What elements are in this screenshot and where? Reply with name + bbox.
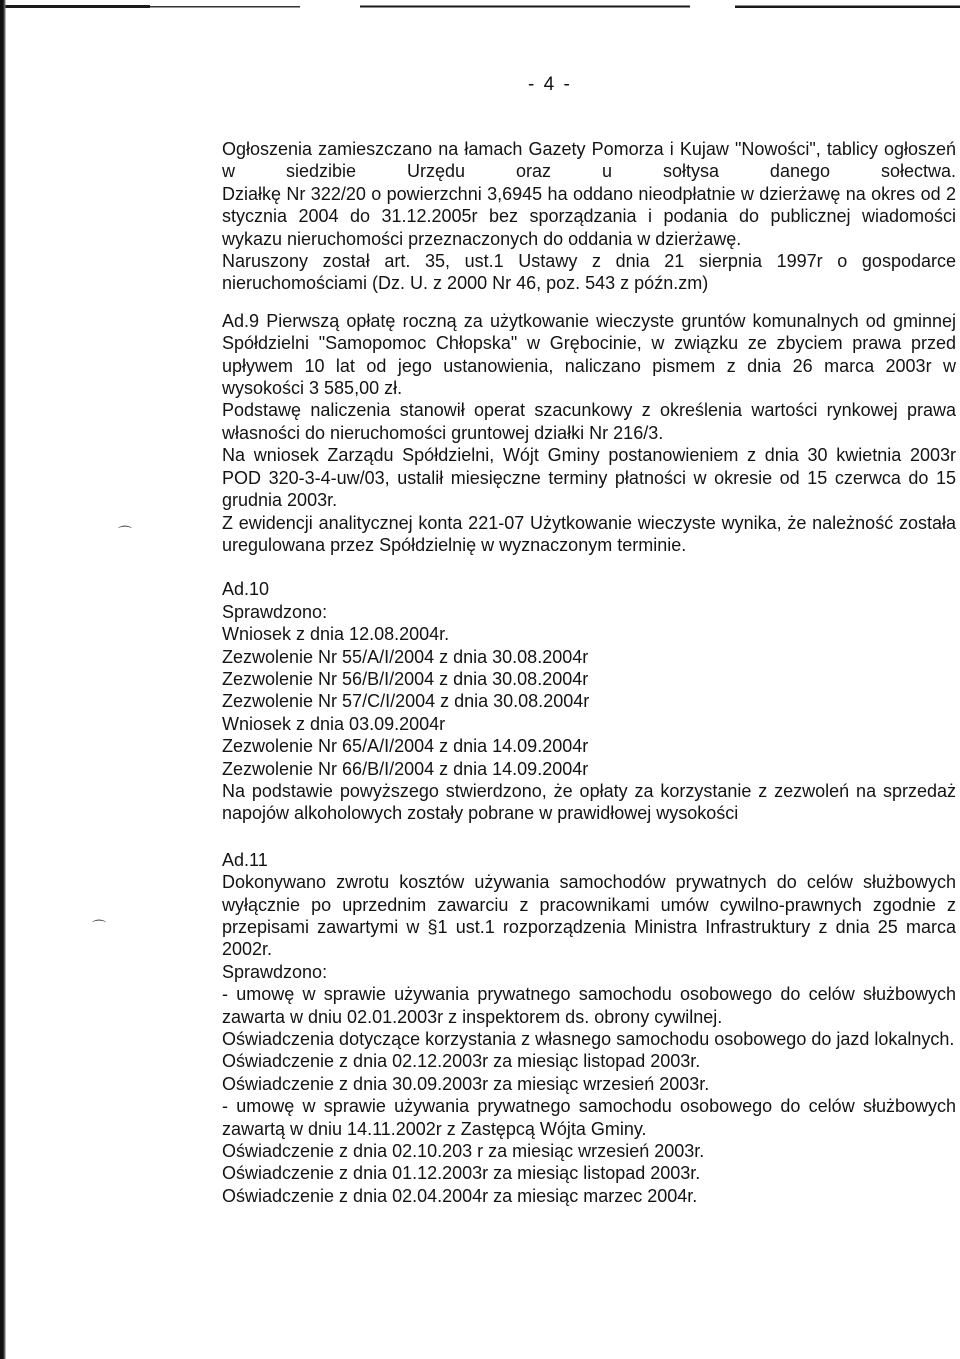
paragraph: Sprawdzono: (222, 601, 328, 622)
section-announcements (222, 138, 956, 295)
margin-mark: ⌒ (92, 919, 106, 935)
list-item: Zezwolenie Nr 66/B/I/2004 z dnia 14.09.2004r (222, 758, 589, 779)
section-heading: Ad.10 (222, 579, 270, 600)
paragraph: Sprawdzono: (222, 961, 328, 982)
paragraph: Z ewidencji analitycznej konta 221-07 Użytkowanie wieczyste wynika, że należność została uregulowana przez Spółdzielnię w wyznaczonym terminie. (222, 512, 956, 555)
paragraph: Działkę Nr 322/20 o powierzchni 3,6945 ha oddano nieodpłatnie w dzierżawę na okres od 2 stycznia 2004 do 31.12.2005r bez sporządzania i podania do publicznej wiadomości wykazu nieruchomości przeznaczonych do oddania w dzierżawę. (222, 183, 956, 249)
scan-edge-left (0, 0, 6, 1359)
section-heading: Ad.11 (222, 849, 268, 870)
paragraph: - umowę w sprawie używania prywatnego samochodu osobowego do celów służbowych zawartą w dniu 14.11.2002r z Zastępcą Wójta Gminy. (222, 1096, 956, 1139)
paragraph: Ad.9 Pierwszą opłatę roczną za użytkowanie wieczyste gruntów komunalnych od gminnej Spółdzielni "Samopomoc Chłopska" w Grębocinie, w związku ze zbyciem prawa przed upływem 10 lat od jego ustanowienia, naliczano pismem z dnia 26 marca 2003r w wysokości 3 585,00 zł. (222, 310, 956, 399)
section-ad-11 (222, 849, 956, 1208)
list-item: Wniosek z dnia 12.08.2004r. (222, 624, 450, 645)
page-number: - 4 - (528, 74, 572, 95)
list-item: Oświadczenie z dnia 02.12.2003r za miesiąc listopad 2003r. (222, 1051, 701, 1072)
list-item: Zezwolenie Nr 55/A/I/2004 z dnia 30.08.2004r (222, 646, 589, 667)
section-ad-9 (222, 310, 956, 556)
paragraph: Ogłoszenia zamieszczano na łamach Gazety Pomorza i Kujaw "Nowości", tablicy ogłoszeń w siedzibie Urzędu oraz u sołtysa danego sołectwa. (222, 139, 956, 182)
list-item: Zezwolenie Nr 57/C/I/2004 z dnia 30.08.2004r (222, 691, 590, 712)
paragraph: - umowę w sprawie używania prywatnego samochodu osobowego do celów służbowych zawarta w dniu 02.01.2003r z inspektorem ds. obrony cywilnej. (222, 984, 956, 1027)
paragraph: Na wniosek Zarządu Spółdzielni, Wójt Gminy postanowieniem z dnia 30 kwietnia 2003r POD 320-3-4-uw/03, ustalił miesięczne terminy płatności w okresie od 15 czerwca do 15 grudnia 2003r. (222, 445, 956, 511)
list-item: Zezwolenie Nr 65/A/I/2004 z dnia 14.09.2004r (222, 736, 589, 757)
list-item: Oświadczenie z dnia 01.12.2003r za miesiąc listopad 2003r. (222, 1163, 701, 1184)
paragraph: Naruszony został art. 35, ust.1 Ustawy z dnia 21 sierpnia 1997r o gospodarce nieruchomościami (Dz. U. z 2000 Nr 46, poz. 543 z późn.zm) (222, 251, 956, 294)
section-ad-10 (222, 578, 956, 824)
list-item: Oświadczenie z dnia 02.10.203 r za miesiąc wrzesień 2003r. (222, 1141, 705, 1162)
scan-edge-top (0, 4, 960, 10)
list-item: Oświadczenie z dnia 02.04.2004r za miesiąc marzec 2004r. (222, 1185, 698, 1206)
paragraph: Na podstawie powyższego stwierdzono, że opłaty za korzystanie z zezwoleń na sprzedaż napojów alkoholowych zostały pobrane w prawidłowej wysokości (222, 780, 956, 824)
paragraph: Dokonywano zwrotu kosztów używania samochodów prywatnych do celów służbowych wyłącznie po uprzednim zawarciu z pracownikami umów cywilno-prawnych zgodnie z przepisami zawartymi w §1 ust.1 rozporządzenia Ministra Infrastruktury z dnia 25 marca 2002r. (222, 872, 956, 960)
list-item: Zezwolenie Nr 56/B/I/2004 z dnia 30.08.2004r (222, 668, 589, 689)
list-item: Wniosek z dnia 03.09.2004r (222, 713, 446, 734)
document-body (222, 138, 956, 1207)
paragraph: Oświadczenia dotyczące korzystania z własnego samochodu osobowego do jazd lokalnych. (222, 1029, 955, 1050)
margin-mark: ⌒ (118, 525, 132, 541)
list-item: Oświadczenie z dnia 30.09.2003r za miesiąc wrzesień 2003r. (222, 1073, 710, 1094)
paragraph: Podstawę naliczenia stanowił operat szacunkowy z określenia wartości rynkowej prawa własności do nieruchomości gruntowej działki Nr 216/3. (222, 400, 956, 443)
